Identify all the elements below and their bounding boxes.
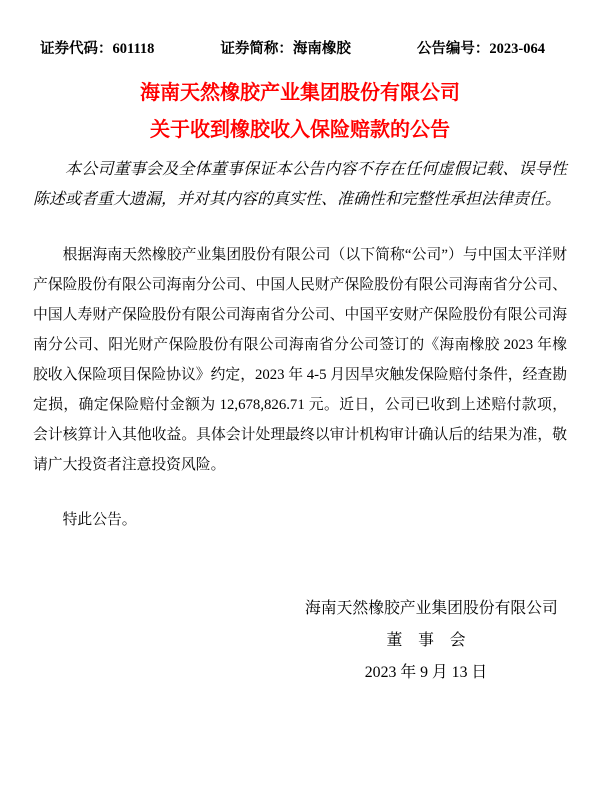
main-paragraph: 根据海南天然橡胶产业集团股份有限公司（以下简称“公司”）与中国太平洋财产保险股份有限公司海南分公司、中国人民财产保险股份有限公司海南省分公司、中国人寿财产保险股份有限公司海南省分公司、中国平安财产保险股份有限公司海南分公司、阳光财产保险股份有限公司海南省分公司签订的《海南橡胶 2023 年橡胶收入保险项目保险协议》约定，2023 年 4-5 月因旱灾触发保险赔付条件，经查勘定损，确定保险赔付金额为 12,678,826.71 元。近日，公司已收到上述赔付款项，会计核算计入其他收益。具体会计处理最终以审计机构审计确认后的结果为准，敬请广大投资者注意投资风险。 <box>33 247 567 473</box>
board-disclaimer-text: 本公司董事会及全体董事保证本公告内容不存在任何虚假记载、误导性陈述或者重大遗漏，并对其内容的真实性、准确性和完整性承担法律责任。 <box>33 161 567 208</box>
announcement-number <box>417 40 545 58</box>
stock-abbr-value: 海南橡胶 <box>292 41 351 57</box>
closing-text: 特此公告。 <box>62 512 137 528</box>
announcement-body <box>33 155 567 689</box>
securities-header <box>40 40 545 58</box>
stock-code-value: 601118 <box>112 41 155 57</box>
signature-date: 2023 年 9 月 13 日 <box>364 664 488 681</box>
signature-block <box>305 593 558 689</box>
signature-company: 海南天然橡胶产业集团股份有限公司 <box>305 600 558 617</box>
company-title: 海南天然橡胶产业集团股份有限公司 <box>140 82 460 104</box>
announcement-number-value: 2023-064 <box>489 41 545 57</box>
signature-board: 董 事 会 <box>386 632 466 649</box>
stock-abbr <box>220 40 351 58</box>
announcement-document <box>0 40 609 812</box>
announcement-number-label: 公告编号： <box>416 41 490 57</box>
title-block <box>33 79 567 144</box>
announcement-title: 关于收到橡胶收入保险赔款的公告 <box>150 119 450 141</box>
stock-abbr-label: 证券简称： <box>220 41 293 57</box>
stock-code-label: 证券代码： <box>40 41 113 57</box>
stock-code <box>40 40 154 58</box>
